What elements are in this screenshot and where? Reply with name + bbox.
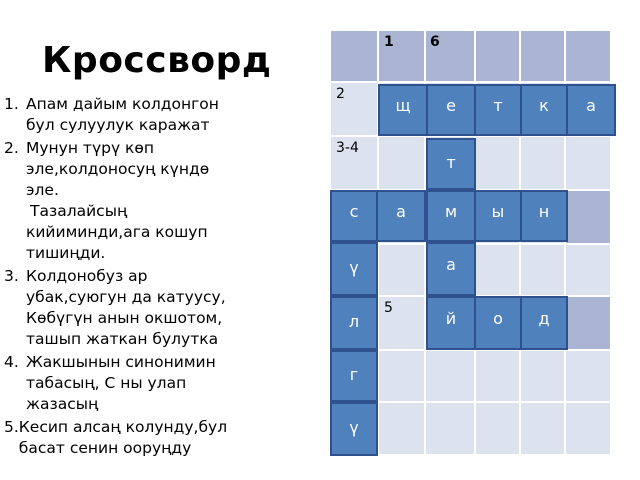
clue-text-line: Көбүгүн анын окшотом, — [26, 309, 223, 327]
grid-cell — [475, 244, 520, 296]
grid-cell — [425, 402, 475, 455]
grid-cell — [565, 296, 611, 350]
grid-cell — [378, 136, 425, 190]
clue-text-line: убак,суюгун да катуусу, — [26, 288, 226, 306]
clue-text-line: ташып жаткан булутка — [26, 330, 219, 348]
grid-cell — [565, 190, 611, 244]
clue-text-line: Жакшынын синонимин — [26, 353, 216, 371]
clue-text-line: табасың, С ны улап — [26, 374, 187, 392]
clue-number: 5. — [4, 418, 19, 436]
grid-cell — [520, 244, 565, 296]
letter-tile: м — [426, 190, 476, 242]
grid-cell — [565, 350, 611, 402]
letter-tile: й — [426, 296, 476, 350]
clue-text-line: эле,колдоносуң күндө — [26, 160, 210, 178]
clue-number: 1. — [4, 95, 19, 113]
letter-tile: к — [520, 84, 568, 136]
grid-cell — [378, 402, 425, 455]
letter-tile: е — [426, 84, 476, 136]
grid-cell — [520, 402, 565, 455]
clue-text-line: бул сулуулук каражат — [26, 116, 210, 134]
grid-cell — [565, 402, 611, 455]
letter-tile: а — [426, 242, 476, 296]
clue-text-line: жазасың — [26, 395, 99, 413]
clue-number: 2. — [4, 139, 19, 157]
grid-cell — [565, 30, 611, 82]
grid-number-2: 2 — [336, 86, 345, 102]
clue-text-line: Кесип алсаң колунду,бул — [18, 418, 228, 436]
grid-cell — [475, 136, 520, 190]
clue-number: 4. — [4, 353, 19, 371]
letter-tile: н — [520, 190, 568, 242]
clue-number: 3. — [4, 267, 19, 285]
letter-tile: д — [520, 296, 568, 350]
clue-text-line: Апам дайым колдонгон — [26, 95, 219, 113]
grid-cell — [330, 30, 378, 82]
letter-tile: а — [376, 190, 426, 242]
page-title: Кроссворд — [42, 40, 272, 81]
grid-cell — [475, 350, 520, 402]
letter-tile: г — [330, 350, 378, 402]
grid-cell — [565, 136, 611, 190]
letter-tile: о — [474, 296, 522, 350]
grid-cell — [520, 30, 565, 82]
clue-text-line: кийиминди,ага кошуп — [26, 223, 208, 241]
letter-tile: ү — [330, 402, 378, 456]
grid-number-6: 6 — [430, 34, 440, 50]
grid-cell — [378, 350, 425, 402]
letter-tile: с — [330, 190, 378, 242]
grid-number-1: 1 — [384, 34, 394, 50]
letter-tile: ү — [330, 242, 378, 296]
grid-cell — [565, 244, 611, 296]
letter-tile: ы — [474, 190, 522, 242]
letter-tile: л — [330, 296, 378, 350]
grid-cell — [520, 350, 565, 402]
clue-text-line: басат сенин ооруңду — [18, 439, 192, 457]
letter-tile: т — [474, 84, 522, 136]
grid-number-3-4: 3-4 — [336, 140, 359, 156]
letter-tile: щ — [378, 84, 428, 136]
grid-cell — [475, 402, 520, 455]
grid-cell — [425, 350, 475, 402]
clue-text-line: Колдонобуз ар — [26, 267, 148, 285]
clue-text-line: Мунун түрү көп — [26, 139, 155, 157]
grid-cell — [475, 30, 520, 82]
grid-cell — [520, 136, 565, 190]
grid-cell — [378, 244, 425, 296]
clue-text-line: эле. — [26, 181, 59, 199]
letter-tile: т — [426, 138, 476, 190]
clue-text-line: Тазалайсың — [30, 202, 128, 220]
clue-text-line: тишиңди. — [26, 244, 106, 262]
grid-number-5: 5 — [384, 300, 393, 316]
letter-tile: а — [566, 84, 616, 136]
